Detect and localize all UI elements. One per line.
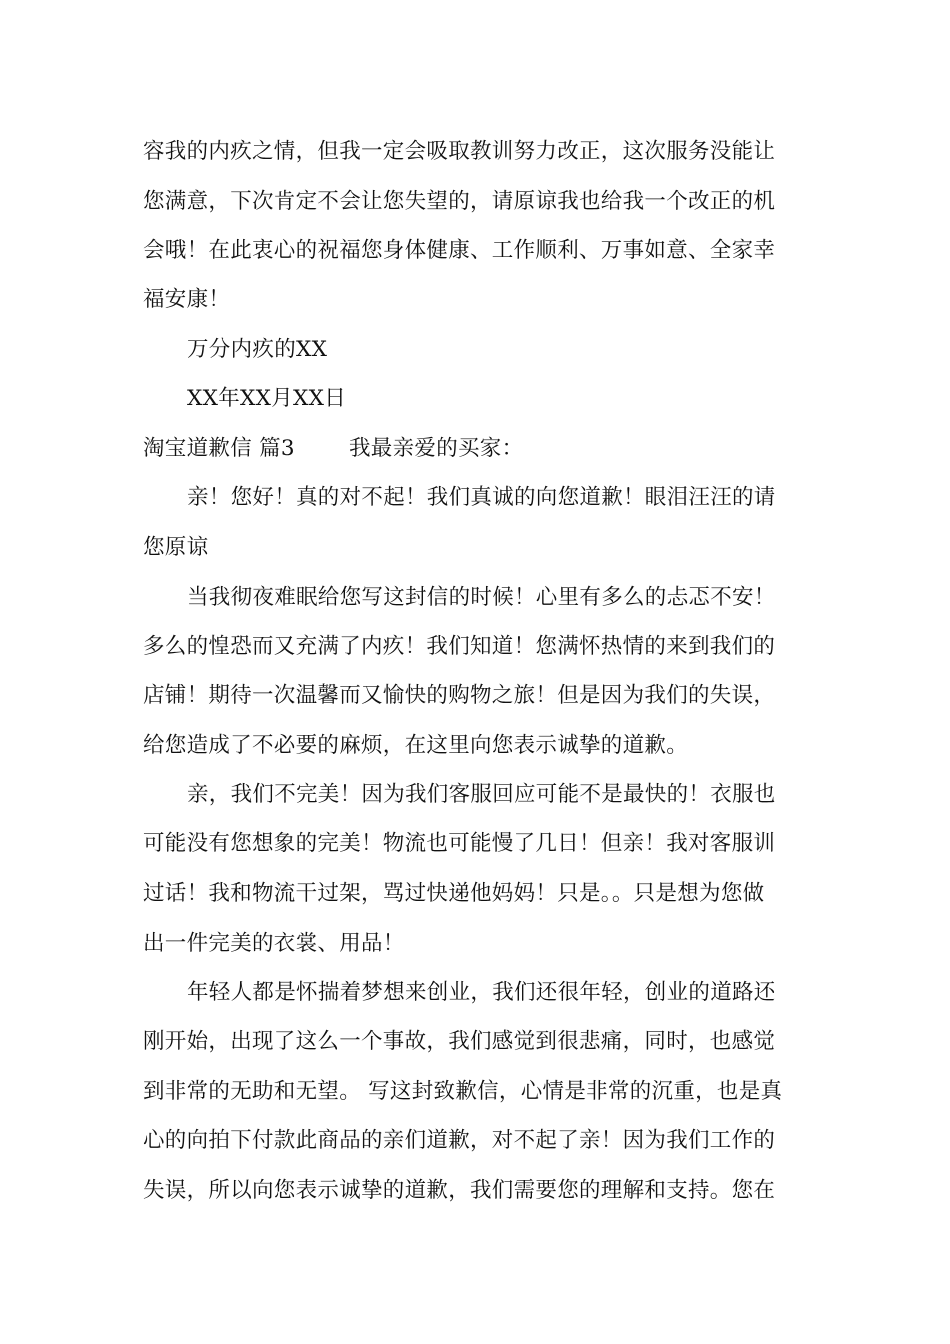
text-line: 您原谅 xyxy=(143,535,209,560)
text-line: 可能没有您想象的完美！物流也可能慢了几日！但亲！我对客服训 xyxy=(143,831,776,856)
text-line: 亲！您好！真的对不起！我们真诚的向您道歉！眼泪汪汪的请 xyxy=(187,485,776,510)
text-line: 多么的惶恐而又充满了内疚！我们知道！您满怀热情的来到我们的 xyxy=(143,634,776,659)
section-label: 淘宝道歉信 篇3 xyxy=(143,436,295,461)
greeting: 我最亲爱的买家： xyxy=(349,436,524,461)
text-line: 刚开始，出现了这么一个事故，我们感觉到很悲痛，同时，也感觉 xyxy=(143,1029,776,1054)
text-line: 您满意，下次肯定不会让您失望的，请原谅我也给我一个改正的机 xyxy=(143,189,776,214)
signature: 万分内疚的XX xyxy=(187,337,328,362)
text-line: 亲，我们不完美！因为我们客服回应可能不是最快的！衣服也 xyxy=(187,782,776,807)
text-line: 给您造成了不必要的麻烦，在这里向您表示诚挚的道歉。 xyxy=(143,733,689,758)
text-line: 店铺！期待一次温馨而又愉快的购物之旅！但是因为我们的失误， xyxy=(143,683,776,708)
text-line: 会哦！在此衷心的祝福您身体健康、工作顺利、万事如意、全家幸 xyxy=(143,238,776,263)
text-line: 心的向拍下付款此商品的亲们道歉，对不起了亲！因为我们工作的 xyxy=(143,1128,776,1153)
date: XX年XX月XX日 xyxy=(187,386,347,411)
text-line: 当我彻夜难眠给您写这封信的时候！心里有多么的忐忑不安！ xyxy=(187,585,776,610)
text-line: 福安康！ xyxy=(143,287,231,312)
text-line: 过话！我和物流干过架，骂过快递他妈妈！只是。。只是想为您做 xyxy=(143,881,765,906)
text-line: 失误，所以向您表示诚挚的道歉，我们需要您的理解和支持。您在 xyxy=(143,1178,776,1203)
text-line: 到非常的无助和无望。 写这封致歉信，心情是非常的沉重，也是真 xyxy=(143,1079,783,1104)
text-line: 容我的内疚之情，但我一定会吸取教训努力改正，这次服务没能让 xyxy=(143,139,776,164)
text-line: 年轻人都是怀揣着梦想来创业，我们还很年轻，创业的道路还 xyxy=(187,980,776,1005)
text-line: 出一件完美的衣裳、用品！ xyxy=(143,931,405,956)
